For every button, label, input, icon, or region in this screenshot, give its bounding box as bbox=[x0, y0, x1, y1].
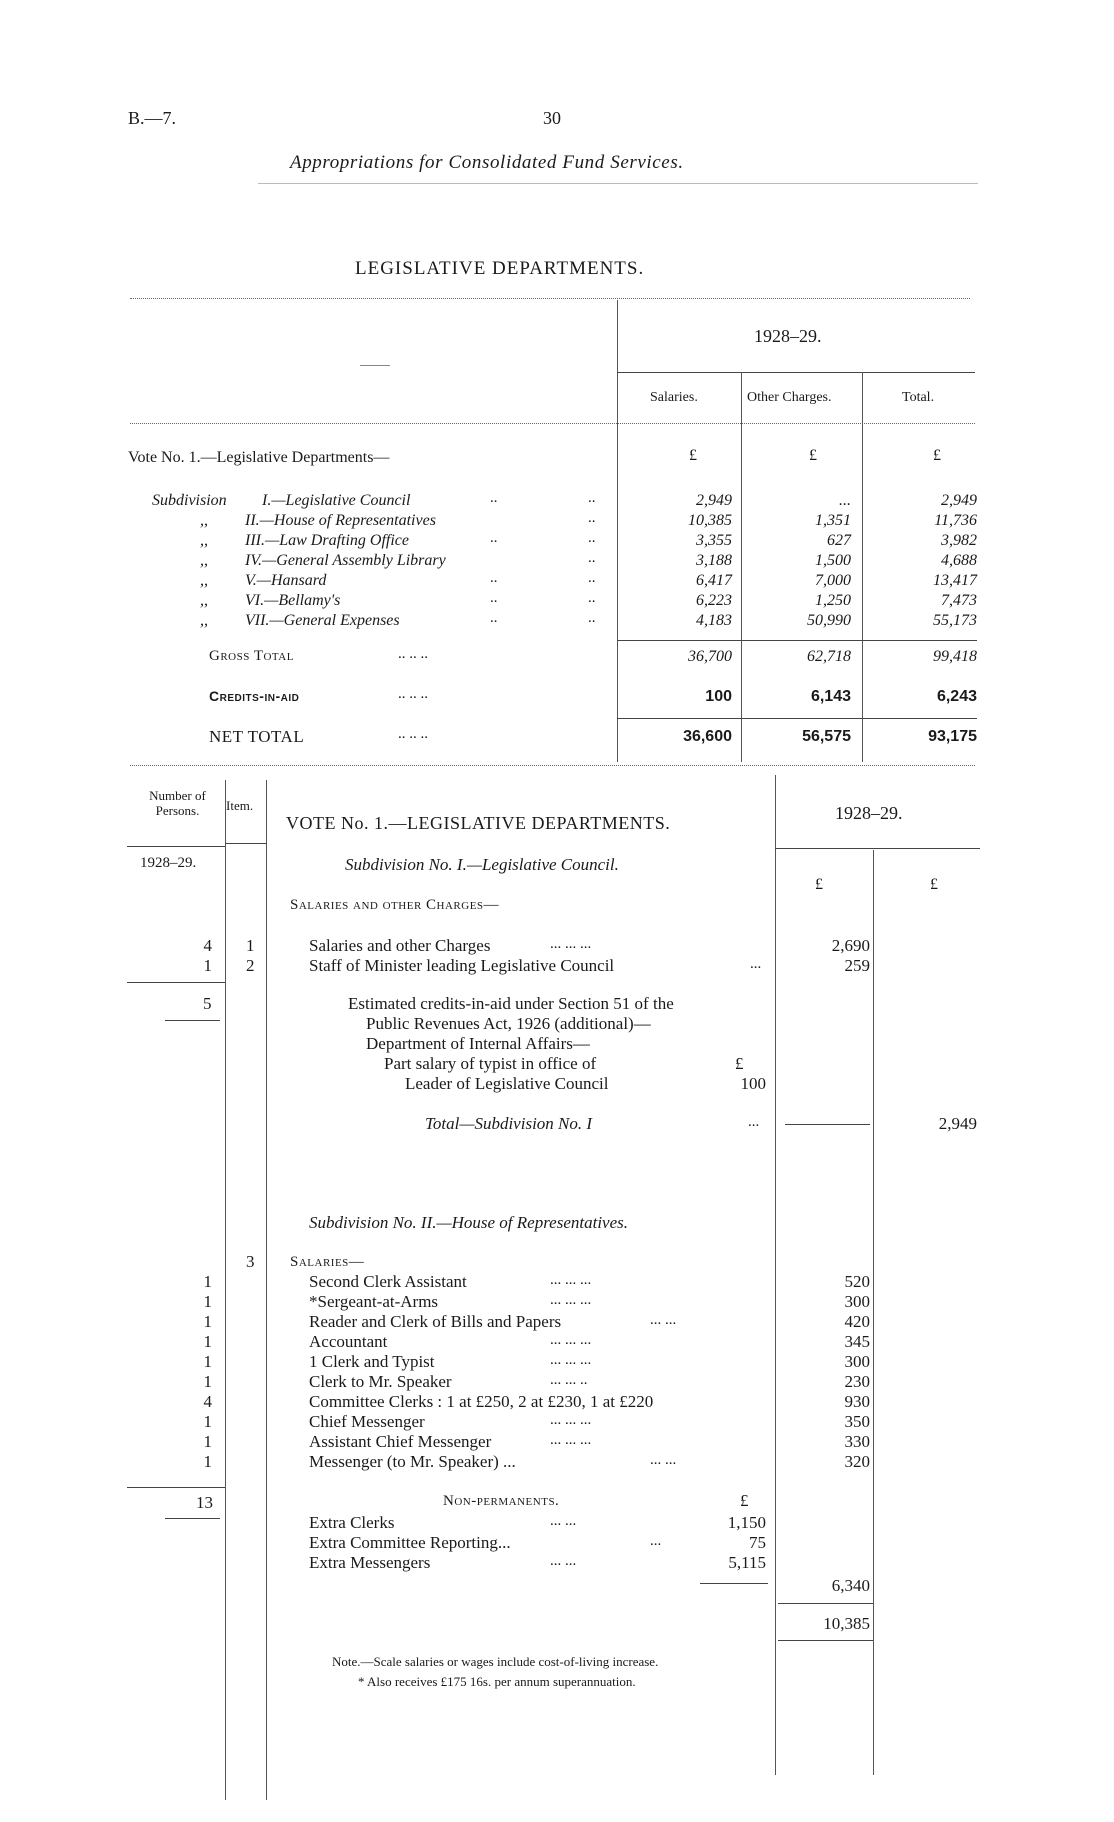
summary-row-label: II.—House of Representatives bbox=[245, 512, 436, 529]
summary-row-salaries: 3,355 bbox=[696, 532, 732, 549]
gross-total-label: Gross Total bbox=[209, 648, 294, 664]
nonperm-currency: £ bbox=[740, 1491, 749, 1510]
summary-row-dots: .. bbox=[588, 590, 596, 606]
note-1: Note.—Scale salaries or wages include cost-of-living increase. bbox=[332, 1654, 659, 1669]
sub2-row-dots: ... ... ... bbox=[550, 1292, 592, 1308]
sub2-row-label: Assistant Chief Messenger bbox=[309, 1432, 492, 1451]
col-item: Item. bbox=[226, 798, 254, 813]
sub2-row-persons: 1 bbox=[203, 1412, 212, 1431]
gross-salaries: 36,700 bbox=[688, 648, 732, 665]
sub1-total-label: Total—Subdivision No. I bbox=[425, 1114, 593, 1133]
summary-row-dots: .. bbox=[588, 610, 596, 626]
sub2-heading: Salaries— bbox=[290, 1254, 365, 1270]
summary-row-other: 1,500 bbox=[815, 552, 851, 569]
sub2-row-persons: 1 bbox=[203, 1312, 212, 1331]
sub1-row-1-label: Salaries and other Charges bbox=[309, 936, 491, 955]
sub1-row-1-amount: 2,690 bbox=[831, 936, 870, 955]
nonperm-row-dots: ... ... bbox=[550, 1553, 577, 1569]
detail-year-right: 1928–29. bbox=[835, 803, 903, 823]
net-other: 56,575 bbox=[802, 728, 851, 745]
sub2-row-amount: 520 bbox=[844, 1272, 870, 1291]
summary-row-label: V.—Hansard bbox=[245, 572, 327, 589]
section-title: LEGISLATIVE DEPARTMENTS. bbox=[355, 258, 645, 279]
credits-line-1: Estimated credits-in-aid under Section 51 of the bbox=[348, 994, 674, 1013]
summary-row-salaries: 4,183 bbox=[696, 612, 732, 629]
sub2-row-dots: ... ... ... bbox=[550, 1432, 592, 1448]
summary-row-dots: .. bbox=[490, 570, 498, 586]
net-total: 93,175 bbox=[928, 728, 977, 745]
sub2-row-persons: 1 bbox=[203, 1452, 212, 1471]
sub2-row-amount: 930 bbox=[844, 1392, 870, 1411]
sub1-persons-2: 1 bbox=[203, 956, 212, 975]
gross-other: 62,718 bbox=[807, 648, 851, 665]
summary-row-label: I.—Legislative Council bbox=[262, 492, 411, 509]
summary-row-total: 11,736 bbox=[934, 512, 977, 529]
summary-row-total: 7,473 bbox=[941, 592, 977, 609]
sub2-row-dots: ... ... bbox=[650, 1452, 677, 1468]
summary-row-dots: .. bbox=[588, 510, 596, 526]
summary-row-total: 55,173 bbox=[933, 612, 977, 629]
currency-other: £ bbox=[809, 447, 817, 464]
sub1-persons-1: 4 bbox=[203, 936, 212, 955]
sub2-row-amount: 420 bbox=[844, 1312, 870, 1331]
sub2-row-label: Committee Clerks : 1 at £250, 2 at £230, 1 at £220 bbox=[309, 1392, 654, 1411]
sub1-row-1-dots: ... ... ... bbox=[550, 936, 592, 952]
net-total-label: NET TOTAL bbox=[209, 727, 305, 746]
summary-row-other: 7,000 bbox=[815, 572, 851, 589]
sub1-total-amount: 2,949 bbox=[938, 1114, 977, 1133]
nonperm-row-amount: 5,115 bbox=[728, 1553, 766, 1572]
summary-row-dots: .. bbox=[490, 590, 498, 606]
summary-row-salaries: 10,385 bbox=[688, 512, 732, 529]
sub1-persons-total: 5 bbox=[203, 994, 212, 1013]
nonperm-row-amount: 1,150 bbox=[727, 1513, 766, 1532]
net-salaries: 36,600 bbox=[683, 728, 732, 745]
credits-line-5: Leader of Legislative Council bbox=[405, 1074, 609, 1093]
summary-row-salaries: 6,417 bbox=[696, 572, 732, 589]
sub2-row-label: *Sergeant-at-Arms bbox=[309, 1292, 439, 1311]
gross-total-dots: .. .. .. bbox=[398, 646, 428, 662]
col-total-header: Total. bbox=[902, 390, 935, 405]
nonperm-row-dots: ... ... bbox=[550, 1513, 577, 1529]
summary-row-total: 4,688 bbox=[941, 552, 977, 569]
vote-title: VOTE No. 1.—LEGISLATIVE DEPARTMENTS. bbox=[286, 813, 671, 833]
summary-row-total: 2,949 bbox=[941, 492, 977, 509]
sub1-row-2-label: Staff of Minister leading Legislative Council bbox=[309, 956, 615, 975]
summary-row-label: III.—Law Drafting Office bbox=[245, 532, 409, 549]
summary-row-dots: .. bbox=[588, 530, 596, 546]
detail-year-left: 1928–29. bbox=[140, 855, 197, 871]
sub2-row-label: Second Clerk Assistant bbox=[309, 1272, 467, 1291]
summary-row-salaries: 6,223 bbox=[696, 592, 732, 609]
nonperm-row-label: Extra Clerks bbox=[309, 1513, 395, 1532]
detail-currency-1: £ bbox=[815, 876, 823, 893]
report-reference: B.—7. bbox=[128, 108, 177, 128]
summary-row-dots: .. bbox=[490, 490, 498, 506]
sub2-row-persons: 4 bbox=[203, 1392, 212, 1411]
summary-row-prefix: ,, bbox=[200, 612, 208, 629]
summary-row-other: ... bbox=[839, 492, 851, 509]
summary-row-salaries: 3,188 bbox=[696, 552, 732, 569]
col-other-charges-header: Other Charges. bbox=[747, 390, 832, 405]
sub2-row-persons: 1 bbox=[203, 1352, 212, 1371]
sub2-row-label: Accountant bbox=[309, 1332, 388, 1351]
sub2-item: 3 bbox=[246, 1252, 255, 1271]
sub2-row-dots: ... ... ... bbox=[550, 1352, 592, 1368]
sub2-row-persons: 1 bbox=[203, 1272, 212, 1291]
summary-row-other: 1,351 bbox=[815, 512, 851, 529]
sub2-title: Subdivision No. II.—House of Representatives. bbox=[309, 1213, 629, 1232]
sub2-row-amount: 350 bbox=[844, 1412, 870, 1431]
summary-row-dots: .. bbox=[588, 490, 596, 506]
currency-total: £ bbox=[933, 447, 941, 464]
sub2-row-persons: 1 bbox=[203, 1292, 212, 1311]
sub2-row-label: Reader and Clerk of Bills and Papers bbox=[309, 1312, 562, 1331]
summary-row-dots: .. bbox=[490, 530, 498, 546]
detail-currency-2: £ bbox=[930, 876, 938, 893]
note-2: * Also receives £175 16s. per annum superannuation. bbox=[358, 1674, 636, 1689]
summary-row-label: IV.—General Assembly Library bbox=[245, 552, 446, 569]
credits-amount: 100 bbox=[740, 1074, 766, 1093]
sub2-row-amount: 230 bbox=[844, 1372, 870, 1391]
sub2-row-dots: ... ... ... bbox=[550, 1272, 592, 1288]
nonperm-row-dots: ... bbox=[650, 1533, 662, 1549]
sub2-row-dots: ... ... ... bbox=[550, 1332, 592, 1348]
summary-row-prefix: ,, bbox=[200, 532, 208, 549]
summary-row-label: VI.—Bellamy's bbox=[245, 592, 341, 609]
summary-row-total: 3,982 bbox=[941, 532, 977, 549]
credits-total: 6,243 bbox=[936, 688, 977, 705]
sub1-item-2: 2 bbox=[246, 956, 255, 975]
sub2-row-amount: 300 bbox=[844, 1352, 870, 1371]
page-title: Appropriations for Consolidated Fund Services. bbox=[290, 152, 684, 173]
page-number: 30 bbox=[543, 108, 561, 128]
sub2-row-dots: ... ... bbox=[650, 1312, 677, 1328]
summary-row-prefix: ,, bbox=[200, 512, 208, 529]
sub2-row-label: 1 Clerk and Typist bbox=[309, 1352, 435, 1371]
summary-row-prefix: ,, bbox=[200, 572, 208, 589]
sub2-total: 10,385 bbox=[823, 1614, 870, 1633]
sub1-heading: Salaries and other Charges— bbox=[290, 897, 500, 913]
gross-total: 99,418 bbox=[933, 648, 977, 665]
sub2-row-label: Messenger (to Mr. Speaker) ... bbox=[309, 1452, 516, 1471]
summary-row-salaries: 2,949 bbox=[696, 492, 732, 509]
credits-line-2: Public Revenues Act, 1926 (additional)— bbox=[366, 1014, 651, 1033]
nonperm-row-amount: 75 bbox=[749, 1533, 766, 1552]
sub1-row-2-dots: ... bbox=[750, 956, 762, 972]
sub2-row-label: Chief Messenger bbox=[309, 1412, 425, 1431]
sub2-row-persons: 1 bbox=[203, 1432, 212, 1451]
summary-row-prefix: ,, bbox=[200, 552, 208, 569]
credits-line-3: Department of Internal Affairs— bbox=[366, 1034, 590, 1053]
sub1-item-1: 1 bbox=[246, 936, 255, 955]
col-number-of-persons: Number of Persons. bbox=[149, 788, 206, 818]
sub2-row-label: Clerk to Mr. Speaker bbox=[309, 1372, 452, 1391]
sub2-row-dots: ... ... .. bbox=[550, 1372, 588, 1388]
summary-row-dots: .. bbox=[588, 570, 596, 586]
currency-salaries: £ bbox=[689, 447, 697, 464]
credits-other: 6,143 bbox=[810, 688, 851, 705]
sub1-row-2-amount: 259 bbox=[844, 956, 870, 975]
sub2-persons-total: 13 bbox=[196, 1493, 213, 1512]
summary-row-dots: .. bbox=[490, 610, 498, 626]
nonperm-heading: Non-permanents. bbox=[443, 1493, 560, 1509]
nonperm-row-label: Extra Messengers bbox=[309, 1553, 431, 1572]
vote-label: Vote No. 1.—Legislative Departments— bbox=[128, 449, 390, 466]
sub2-row-amount: 330 bbox=[844, 1432, 870, 1451]
summary-row-prefix: Subdivision bbox=[152, 492, 227, 509]
sub2-row-amount: 320 bbox=[844, 1452, 870, 1471]
sub2-row-persons: 1 bbox=[203, 1332, 212, 1351]
summary-row-label: VII.—General Expenses bbox=[245, 612, 400, 629]
credits-line-4: Part salary of typist in office of bbox=[384, 1054, 597, 1073]
summary-year: 1928–29. bbox=[754, 326, 822, 346]
summary-row-dots: .. bbox=[588, 550, 596, 566]
credits-salaries: 100 bbox=[705, 688, 732, 705]
sub2-row-persons: 1 bbox=[203, 1372, 212, 1391]
summary-row-prefix: ,, bbox=[200, 592, 208, 609]
credits-dots: .. .. .. bbox=[398, 686, 428, 702]
net-total-dots: .. .. .. bbox=[398, 726, 428, 742]
sub2-row-dots: ... ... ... bbox=[550, 1412, 592, 1428]
nonperm-total: 6,340 bbox=[831, 1576, 870, 1595]
sub1-total-dots: ... bbox=[748, 1114, 760, 1130]
summary-row-other: 1,250 bbox=[815, 592, 851, 609]
sub2-row-amount: 345 bbox=[844, 1332, 870, 1351]
credits-label: Credits-in-aid bbox=[209, 688, 300, 704]
col-salaries-header: Salaries. bbox=[650, 390, 698, 405]
sub2-row-amount: 300 bbox=[844, 1292, 870, 1311]
credits-currency: £ bbox=[735, 1054, 744, 1073]
summary-row-other: 50,990 bbox=[807, 612, 851, 629]
summary-row-total: 13,417 bbox=[933, 572, 977, 589]
sub1-title: Subdivision No. I.—Legislative Council. bbox=[345, 855, 619, 874]
nonperm-row-label: Extra Committee Reporting... bbox=[309, 1533, 511, 1552]
summary-row-other: 627 bbox=[827, 532, 851, 549]
